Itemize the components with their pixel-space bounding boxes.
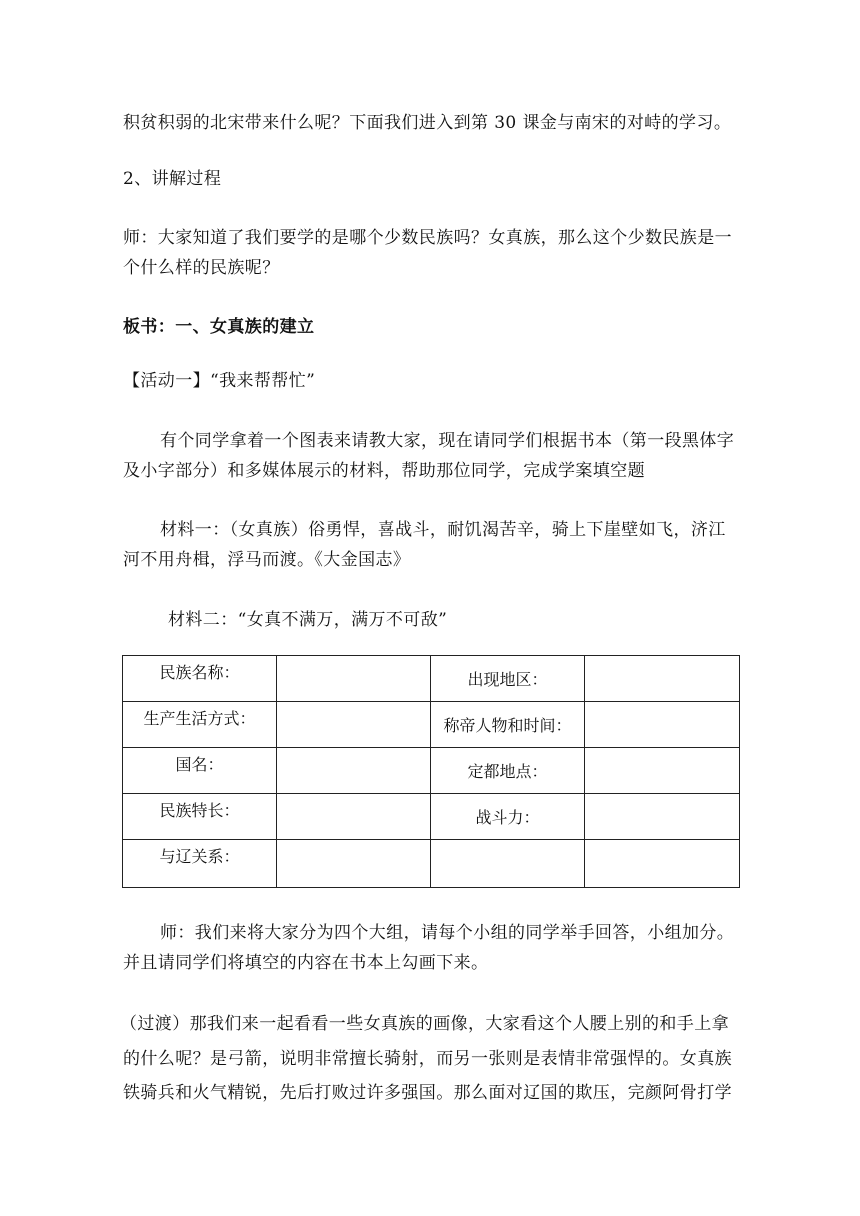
activity-desc-line2: 及小字部分）和多媒体展示的材料，帮助那位同学，完成学案填空题 bbox=[123, 461, 645, 481]
table-blank-cell bbox=[585, 748, 740, 794]
fill-in-table bbox=[122, 655, 740, 888]
paragraph-intro: 积贫积弱的北宋带来什么呢？下面我们进入到第 30 课金与南宋的对峙的学习。 bbox=[123, 113, 732, 133]
table-row bbox=[123, 840, 740, 888]
table-label: 生产生活方式： bbox=[123, 702, 277, 748]
table-blank-cell bbox=[585, 702, 740, 748]
table-label: 战斗力： bbox=[431, 794, 585, 840]
teacher-instruction-line2: 并且请同学们将填空的内容在书本上勾画下来。 bbox=[123, 953, 489, 973]
table-label: 出现地区： bbox=[431, 656, 585, 702]
board-heading: 板书：一、女真族的建立 bbox=[123, 317, 315, 337]
material-two: 材料二：“女真不满万，满万不可敌” bbox=[168, 610, 448, 630]
material-one-line2: 河不用舟楫，浮马而渡。《大金国志》 bbox=[123, 550, 411, 570]
table-blank-cell bbox=[277, 794, 431, 840]
transition-line2: 的什么呢？是弓箭，说明非常擅长骑射，而另一张则是表情非常强悍的。女真族 bbox=[123, 1049, 732, 1069]
activity-desc-line1: 有个同学拿着一个图表来请教大家，现在请同学们根据书本（第一段黑体字 bbox=[160, 431, 735, 451]
table-blank-cell bbox=[585, 840, 740, 888]
transition-line1: （过渡）那我们来一起看看一些女真族的画像，大家看这个人腰上别的和手上拿 bbox=[120, 1014, 729, 1034]
teacher-instruction-line1: 师：我们来将大家分为四个大组，请每个小组的同学举手回答，小组加分。 bbox=[160, 923, 735, 943]
table-row bbox=[123, 748, 740, 794]
transition-line3: 铁骑兵和火气精锐，先后打败过许多强国。那么面对辽国的欺压，完颜阿骨打学 bbox=[123, 1083, 732, 1103]
table-blank-cell bbox=[277, 656, 431, 702]
table-label: 民族特长： bbox=[123, 794, 277, 840]
table-blank-cell bbox=[277, 702, 431, 748]
table-label: 民族名称： bbox=[123, 656, 277, 702]
section-heading: 2、讲解过程 bbox=[123, 169, 222, 189]
table-label: 称帝人物和时间： bbox=[431, 702, 585, 748]
table-label: 定都地点： bbox=[431, 748, 585, 794]
table-row bbox=[123, 702, 740, 748]
table-label: 与辽关系： bbox=[123, 840, 277, 888]
table-row bbox=[123, 794, 740, 840]
activity-title: 【活动一】“我来帮帮忙” bbox=[123, 371, 316, 391]
teacher-question-line2: 个什么样的民族呢？ bbox=[123, 258, 280, 278]
table-label bbox=[431, 840, 585, 888]
material-one-line1: 材料一：（女真族）俗勇悍，喜战斗，耐饥渴苦辛，骑上下崖壁如飞，济江 bbox=[160, 520, 726, 540]
table-label: 国名： bbox=[123, 748, 277, 794]
table-blank-cell bbox=[277, 748, 431, 794]
teacher-question-line1: 师：大家知道了我们要学的是哪个少数民族吗？女真族，那么这个少数民族是一 bbox=[123, 228, 732, 248]
table-blank-cell bbox=[585, 794, 740, 840]
table-blank-cell bbox=[585, 656, 740, 702]
table-row bbox=[123, 656, 740, 702]
table-blank-cell bbox=[277, 840, 431, 888]
